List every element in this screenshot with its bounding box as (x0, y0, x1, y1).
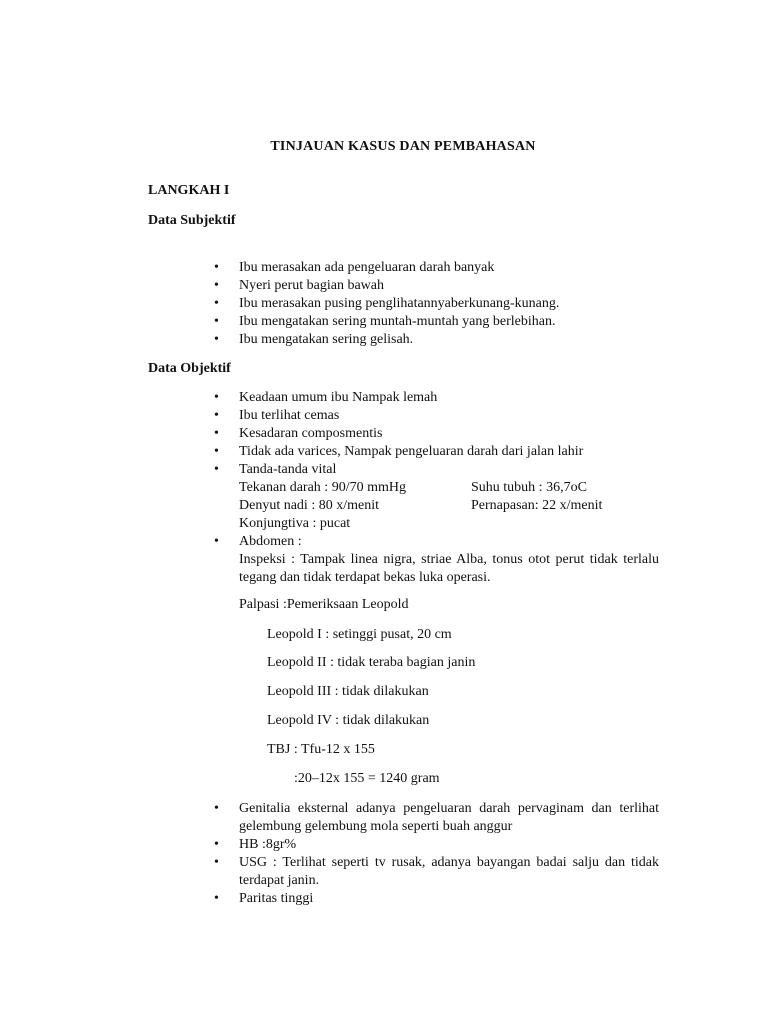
list-item: • Ibu merasakan ada pengeluaran darah banyak (214, 260, 495, 275)
list-item-vitals: • Tanda-tanda vital Tekanan darah : 90/70 mmHg Suhu tubuh : 36,7oC Denyut nadi : 80 x/menit Pernapasan: 22 x/menit Konjungtiva : pucat (214, 461, 659, 533)
bullet-icon: • (214, 891, 219, 906)
bullet-icon: • (214, 390, 219, 405)
list-item-abdomen (214, 533, 659, 587)
list-item: • HB :8gr% (214, 837, 297, 852)
list-item: • Genitalia eksternal adanya pengeluaran darah pervaginam dan terlihat gelembung gelembung mola seperti buah anggur (214, 801, 659, 834)
page-title: TINJAUAN KASUS DAN PEMBAHASAN (270, 139, 536, 154)
subjective-list (214, 259, 659, 349)
subjective-heading: Data Subjektif (148, 213, 236, 228)
bullet-icon: • (214, 296, 219, 311)
leopold-4: Leopold IV : tidak dilakukan (267, 713, 430, 728)
vital-signs (239, 479, 659, 533)
objective-list (214, 389, 659, 587)
list-item: • Ibu mengatakan sering gelisah. (214, 332, 414, 347)
list-item: • Ibu terlihat cemas (214, 408, 340, 423)
list-item: • USG : Terlihat seperti tv rusak, adanya bayangan badai salju dan tidak terdapat janin. (214, 855, 659, 888)
blood-pressure: Tekanan darah : 90/70 mmHg (239, 480, 406, 495)
step-heading: LANGKAH I (148, 183, 230, 198)
bullet-icon: • (214, 408, 219, 423)
bullet-icon: • (214, 444, 219, 459)
bullet-icon: • (214, 837, 219, 852)
bullet-icon: • (214, 801, 219, 816)
palpation-text: Palpasi :Pemeriksaan Leopold (239, 597, 409, 612)
bullet-icon: • (214, 855, 219, 870)
leopold-3: Leopold III : tidak dilakukan (267, 684, 429, 699)
list-item: • Ibu merasakan pusing penglihatannyaberkunang-kunang. (214, 296, 560, 311)
bullet-icon: • (214, 534, 219, 549)
bullet-icon: • (214, 462, 219, 477)
list-item: • Paritas tinggi (214, 891, 314, 906)
respiration: Pernapasan: 22 x/menit (471, 498, 603, 513)
bullet-icon: • (214, 314, 219, 329)
abdomen-label: Abdomen : (239, 534, 302, 549)
bullet-icon: • (214, 426, 219, 441)
list-item: • Ibu mengatakan sering muntah-muntah yang berlebihan. (214, 314, 556, 329)
fetal-weight-result: :20–12x 155 = 1240 gram (294, 771, 440, 786)
objective-heading: Data Objektif (148, 361, 231, 376)
leopold-1: Leopold I : setinggi pusat, 20 cm (267, 627, 452, 642)
objective-list-continued (214, 800, 659, 908)
pulse: Denyut nadi : 80 x/menit (239, 498, 379, 513)
bullet-icon: • (214, 332, 219, 347)
list-item: • Keadaan umum ibu Nampak lemah (214, 390, 438, 405)
body-temperature: Suhu tubuh : 36,7oC (471, 480, 587, 495)
fetal-weight-formula: TBJ : Tfu-12 x 155 (267, 742, 375, 757)
conjunctiva: Konjungtiva : pucat (239, 516, 351, 531)
list-item: • Tidak ada varices, Nampak pengeluaran darah dari jalan lahir (214, 444, 584, 459)
list-item: • Kesadaran composmentis (214, 426, 383, 441)
list-item: • Nyeri perut bagian bawah (214, 278, 384, 293)
leopold-2: Leopold II : tidak teraba bagian janin (267, 655, 476, 670)
bullet-icon: • (214, 260, 219, 275)
bullet-icon: • (214, 278, 219, 293)
inspection-text: Inspeksi : Tampak linea nigra, striae Alba, tonus otot perut tidak terlalu tegang dan tidak terdapat bekas luka operasi. (239, 552, 659, 585)
